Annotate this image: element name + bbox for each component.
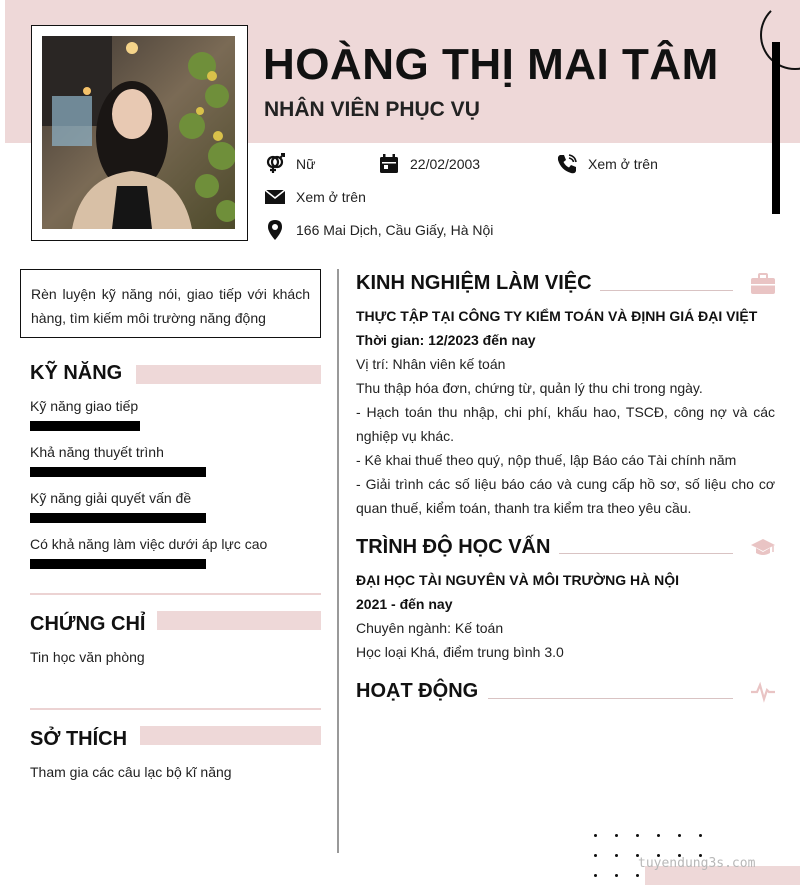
experience-line: - Hạch toán thu nhập, chi phí, khấu hao, TSCĐ, công nợ và các nghiệp vụ khác. <box>356 404 775 444</box>
section-divider <box>30 593 321 595</box>
phone-icon <box>556 153 578 175</box>
phone-value: Xem ở trên <box>588 156 658 172</box>
experience-title: KINH NGHIỆM LÀM VIỆC <box>356 272 592 294</box>
column-divider <box>337 269 339 853</box>
skill-label: Kỹ năng giải quyết vấn đề <box>30 490 192 506</box>
gender-value: Nữ <box>296 156 316 172</box>
birthday-value: 22/02/2003 <box>410 156 481 172</box>
experience-line: - Giải trình các số liệu báo cáo và cung cấp hồ sơ, số liệu cho cơ quan thuế, kiểm toán, thanh tra kiểm tra theo yêu cầu. <box>356 476 775 516</box>
hobbies-title-bar <box>140 726 321 745</box>
activities-title-line <box>488 698 733 699</box>
graduation-cap-icon <box>750 537 776 559</box>
location-pin-icon <box>264 219 286 241</box>
section-divider <box>30 708 321 710</box>
certificates-title-bar <box>157 611 321 630</box>
skill-label: Có khả năng làm việc dưới áp lực cao <box>30 536 268 552</box>
email-info <box>264 186 366 208</box>
activities-title: HOẠT ĐỘNG <box>356 680 479 702</box>
certificate-item: Tin học văn phòng <box>30 649 145 665</box>
experience-company: THỰC TẬP TẠI CÔNG TY KIỂM TOÁN VÀ ĐỊNH GIÁ ĐẠI VIỆT <box>356 308 758 324</box>
phone-info <box>556 153 658 175</box>
education-period: 2021 - đến nay <box>356 596 453 612</box>
hobby-item: Tham gia các câu lạc bộ kĩ năng <box>30 764 232 780</box>
education-major: Chuyên ngành: Kế toán <box>356 620 504 636</box>
briefcase-icon <box>750 273 776 295</box>
experience-position: Vị trí: Nhân viên kế toán <box>356 356 506 372</box>
profile-photo <box>42 36 235 229</box>
job-title: NHÂN VIÊN PHỤC VỤ <box>264 98 480 121</box>
hobbies-title: SỞ THÍCH <box>30 728 128 750</box>
skill-level-bar <box>30 559 206 569</box>
watermark: tuyendung3s.com <box>638 856 756 871</box>
certificates-title: CHỨNG CHỈ <box>30 613 146 635</box>
gender-info <box>264 153 315 175</box>
calendar-icon <box>378 153 400 175</box>
experience-title-line <box>600 290 733 291</box>
candidate-name: HOÀNG THỊ MAI TÂM <box>263 40 719 89</box>
education-title-line <box>559 553 733 554</box>
email-icon <box>264 186 286 208</box>
experience-line: Thu thập hóa đơn, chứng từ, quản lý thu chi trong ngày. <box>356 380 703 396</box>
skills-title-bar <box>136 365 321 384</box>
decorative-vertical-bar <box>772 42 780 214</box>
address-info <box>264 219 493 241</box>
skill-level-bar <box>30 513 206 523</box>
skill-level-bar <box>30 467 206 477</box>
gender-icon <box>264 153 286 175</box>
birthday-info <box>378 153 480 175</box>
address-value: 166 Mai Dịch, Cầu Giấy, Hà Nội <box>296 222 494 238</box>
email-value: Xem ở trên <box>296 189 366 205</box>
skill-label: Kỹ năng giao tiếp <box>30 398 139 414</box>
experience-line: - Kê khai thuế theo quý, nộp thuế, lập Báo cáo Tài chính năm <box>356 452 737 468</box>
skill-level-bar <box>30 421 140 431</box>
skill-label: Khả năng thuyết trình <box>30 444 164 460</box>
experience-period: Thời gian: 12/2023 đến nay <box>356 332 536 348</box>
career-objective: Rèn luyện kỹ năng nói, giao tiếp với khách hàng, tìm kiếm môi trường năng động <box>20 269 321 338</box>
education-grade: Học loại Khá, điểm trung bình 3.0 <box>356 644 564 660</box>
education-school: ĐẠI HỌC TÀI NGUYÊN VÀ MÔI TRƯỜNG HÀ NỘI <box>356 572 680 588</box>
education-title: TRÌNH ĐỘ HỌC VẤN <box>356 536 551 558</box>
skills-title: KỸ NĂNG <box>30 362 123 384</box>
pulse-icon <box>750 681 776 703</box>
